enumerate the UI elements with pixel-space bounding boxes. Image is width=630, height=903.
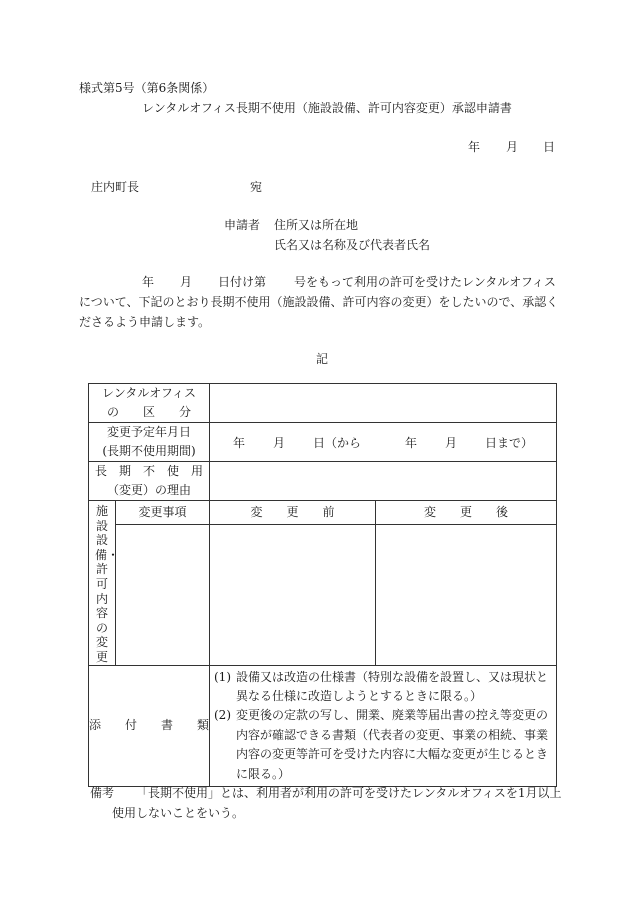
remarks-label: 備考: [90, 786, 115, 800]
before-cell[interactable]: [210, 525, 376, 665]
body-year: 年: [142, 275, 155, 289]
remarks-line2: 使用しないことをいう。: [112, 806, 245, 820]
attach-item-1: [214, 668, 554, 707]
office-label-2: の 区 分: [106, 405, 191, 419]
reason-label-2: （変更）の理由: [106, 483, 191, 497]
application-table: [88, 383, 557, 787]
applicant-label: 申請者: [224, 218, 261, 232]
date-day: 日: [543, 140, 556, 154]
office-value-cell[interactable]: [210, 384, 557, 423]
attach-item-2: [214, 706, 554, 784]
attach-list: [210, 665, 557, 786]
applicant-address-label: 住所又は所在地: [274, 218, 359, 232]
after-cell[interactable]: [376, 525, 557, 665]
attach-label: 添 付 書 類: [89, 665, 210, 786]
body-month: 月: [180, 275, 193, 289]
range-day2: 日まで）: [485, 435, 534, 450]
change-date-row: [89, 423, 557, 462]
change-date-value-cell[interactable]: [210, 423, 557, 462]
change-item-cell[interactable]: [116, 525, 210, 665]
col-after: 変 更 後: [376, 501, 557, 525]
change-date-label-cell: [89, 423, 210, 462]
document-title: レンタルオフィス長期不使用（施設設備、許可内容変更）承認申請書: [142, 101, 512, 115]
body-line1-rest: 号をもって利用の許可を受けたレンタルオフィス: [294, 275, 556, 289]
range-day1: 日（から: [312, 435, 361, 450]
change-date-label-1: 変更予定年月日: [106, 425, 191, 439]
addressee-name: 庄内町長: [91, 180, 140, 194]
reason-row: [89, 462, 557, 501]
reason-value-cell[interactable]: [210, 462, 557, 501]
col-before: 変 更 前: [210, 501, 376, 525]
ki-mark: 記: [316, 352, 329, 366]
attach-item-1-num: (1): [214, 669, 231, 684]
office-label-1: レンタルオフィス: [102, 386, 196, 400]
attach-item-1-text: 設備又は改造の仕様書（特別な設備を設置し、又は現状と異なる仕様に改造しようとするときに限る。）: [236, 669, 549, 703]
facility-vertical-label: 施設設備・許可内容の変更: [95, 504, 120, 664]
attach-item-2-num: (2): [214, 708, 231, 723]
reason-label-cell: [89, 462, 210, 501]
range-month1: 月: [272, 435, 285, 450]
range-year2: 年: [405, 435, 418, 450]
office-label-cell: [89, 384, 210, 423]
attach-item-2-text: 変更後の定款の写し、開業、廃業等届出書の控え等変更の内容が確認できる書類（代表者の変更、事業の相続、事業内容の変更等許可を受けた内容に大幅な変更が生じるときに限る。）: [236, 708, 549, 781]
reason-label-1: 長 期 不 使 用: [94, 464, 203, 478]
range-year1: 年: [232, 435, 245, 450]
facility-header-row: [89, 501, 557, 525]
facility-body-row: [89, 525, 557, 665]
range-month2: 月: [445, 435, 458, 450]
office-row: [89, 384, 557, 423]
date-year: 年: [468, 140, 481, 154]
applicant-name-label: 氏名又は名称及び代表者氏名: [274, 238, 431, 252]
body-day-ref: 日付け第: [218, 275, 267, 289]
body-line2: について、下記のとおり長期不使用（施設設備、許可内容の変更）をしたいので、承認く: [79, 295, 559, 309]
change-date-label-2: (長期不使用期間): [102, 444, 196, 458]
facility-vertical-cell: [89, 501, 120, 666]
date-month: 月: [506, 140, 519, 154]
col-change-item: 変更事項: [116, 501, 210, 525]
addressee-honorific: 宛: [250, 180, 263, 194]
body-line3: ださるよう申請します。: [79, 315, 211, 329]
form-number: 様式第5号（第6条関係）: [79, 81, 215, 95]
remarks-line1: 「長期不使用」とは、利用者が利用の許可を受けたレンタルオフィスを1月以上: [136, 786, 562, 800]
attachment-row: [89, 665, 557, 786]
